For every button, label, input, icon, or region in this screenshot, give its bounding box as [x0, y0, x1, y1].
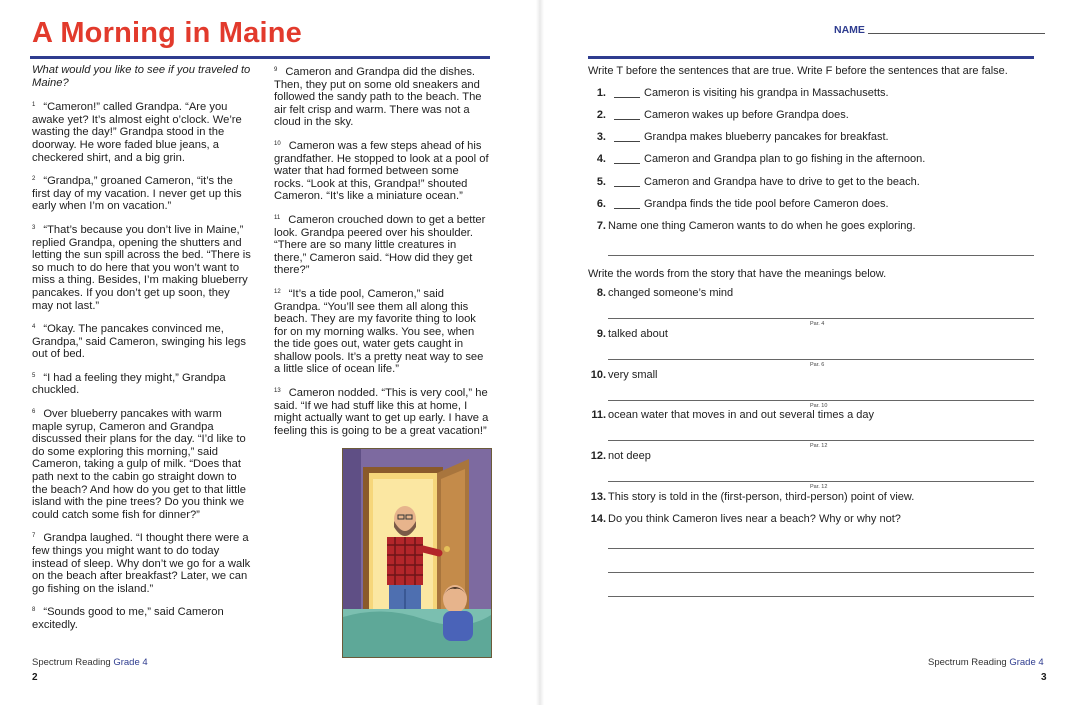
story-paragraph-4	[32, 321, 252, 361]
question-number: 9.	[596, 328, 606, 340]
paragraph-number: 10	[274, 140, 281, 147]
paragraph-number: 9	[274, 67, 278, 73]
question-number: 8.	[596, 287, 606, 299]
story-column-1	[32, 64, 252, 641]
paragraph-number: 2	[32, 176, 36, 183]
paragraph-text: Cameron was a few steps ahead of his grandfather. He stopped to look at a pool of water that had formed between some rocks. “Look at this, Grandpa!” shouted Cameron. “It’s like a miniature ocean.”	[274, 139, 489, 203]
name-line[interactable]	[868, 33, 1045, 34]
answer-line-8[interactable]	[608, 318, 1034, 319]
paragraph-text: Cameron crouched down to get a better look. Grandpa peered over his shoulder. “There are so many little creatures in there,” Cameron said. “How did they get there?”	[274, 213, 486, 277]
answer-line-9[interactable]	[608, 359, 1034, 360]
question-text: This story is told in the (first-person, third-person) point of view.	[608, 491, 915, 503]
paragraph-text: “That’s because you don’t live in Maine,” replied Grandpa, opening the shutters and letting the sun spill across the bed. “There is so much to do here that you won’t want to miss a thing. Besides, I’m making blueberry pancakes. If you don’t get up soon, they may not last.”	[32, 223, 251, 312]
question-number: 5.	[596, 176, 606, 188]
answer-line-12[interactable]	[608, 481, 1034, 482]
answer-line-14c[interactable]	[608, 596, 1034, 597]
question-number: 2.	[596, 109, 606, 121]
paragraph-number: 1	[32, 102, 36, 109]
book-gutter	[536, 0, 544, 705]
paragraph-number: 6	[32, 409, 36, 416]
paragraph-text: Cameron nodded. “This is very cool,” he said. “If we had stuff like this at home, I might actually want to get up early. I have a feeling this is going to be a great vacation!”	[274, 387, 489, 437]
answer-line-7[interactable]	[608, 255, 1034, 256]
question-number: 6.	[596, 198, 606, 210]
question-number: 4.	[596, 153, 606, 165]
question-text: Grandpa makes blueberry pancakes for breakfast.	[644, 131, 889, 143]
story-paragraph-7	[32, 530, 252, 595]
page-number: 2	[32, 672, 38, 683]
brand-name: Spectrum Reading	[32, 657, 111, 668]
brand-name: Spectrum Reading	[928, 657, 1007, 668]
page-number: 3	[1041, 672, 1047, 683]
paragraph-reference: Par. 10	[810, 403, 828, 409]
answer-line-14b[interactable]	[608, 572, 1034, 573]
question-number: 14.	[590, 513, 606, 525]
grandpa-doorway-illustration	[343, 449, 491, 657]
brand-grade: Grade 4	[1009, 657, 1044, 668]
question-number: 7.	[596, 220, 606, 232]
question-number: 11.	[591, 409, 606, 421]
question-text: Cameron and Grandpa plan to go fishing in the afternoon.	[644, 153, 926, 165]
story-paragraph-8	[32, 604, 252, 631]
answer-blank[interactable]	[614, 119, 640, 120]
paragraph-number: 12	[274, 288, 281, 295]
question-number: 13.	[590, 491, 606, 503]
footer-brand	[928, 657, 1044, 668]
story-paragraph-5	[32, 370, 252, 397]
answer-line-14a[interactable]	[608, 548, 1034, 549]
story-paragraph-11	[274, 212, 490, 277]
paragraph-reference: Par. 4	[810, 321, 825, 327]
paragraph-text: “Sounds good to me,” said Cameron excitedly.	[32, 606, 224, 631]
story-paragraph-2	[32, 173, 252, 213]
story-paragraph-1	[32, 99, 252, 164]
paragraph-reference: Par. 12	[810, 484, 828, 490]
name-label: NAME	[834, 24, 865, 36]
title-rule	[30, 56, 490, 59]
answer-blank[interactable]	[614, 141, 640, 142]
answer-line-11[interactable]	[608, 440, 1034, 441]
story-paragraph-6	[32, 406, 252, 521]
answer-blank[interactable]	[614, 97, 640, 98]
answer-blank[interactable]	[614, 163, 640, 164]
footer-brand	[32, 657, 148, 668]
paragraph-text: “It’s a tide pool, Cameron,” said Grandpa. “You’ll see them all along this beach. They are my favorite thing to look for on my morning walks. You see, when the tide goes out, water gets caught in shallow pools. It’s a pretty neat way to see a little slice of ocean life.”	[274, 287, 484, 376]
paragraph-number: 7	[32, 533, 36, 540]
question-text: Cameron is visiting his grandpa in Massachusetts.	[644, 87, 889, 99]
brand-grade: Grade 4	[113, 657, 148, 668]
paragraph-text: Over blueberry pancakes with warm maple syrup, Cameron and Grandpa discussed their plans for the day. “I’d like to do some exploring this morning,” said Cameron, taking a gulp of milk. “Does that path next to the cabin go straight down to the beach? And how do you get to that little island with the pine trees? Do you think we could catch some fish for dinner?”	[32, 408, 246, 521]
header-rule	[588, 56, 1034, 59]
story-paragraph-12	[274, 286, 490, 376]
paragraph-number: 4	[32, 324, 36, 331]
paragraph-number: 3	[32, 224, 36, 231]
story-prompt: What would you like to see if you traveled to Maine?	[32, 64, 251, 89]
paragraph-text: Cameron and Grandpa did the dishes. Then, they put on some old sneakers and followed the sandy path to the beach. The air felt crisp and warm. There was not a cloud in the sky.	[274, 66, 482, 129]
paragraph-reference: Par. 6	[810, 362, 825, 368]
question-text: not deep	[608, 450, 651, 462]
paragraph-number: 5	[32, 372, 36, 379]
story-paragraph-9	[274, 64, 490, 129]
question-text: ocean water that moves in and out several times a day	[608, 409, 874, 421]
question-text: talked about	[608, 328, 668, 340]
answer-blank[interactable]	[614, 208, 640, 209]
story-title: A Morning in Maine	[32, 17, 302, 49]
question-text: Name one thing Cameron wants to do when he goes exploring.	[608, 220, 916, 232]
question-number: 10.	[590, 369, 606, 381]
paragraph-text: “Cameron!” called Grandpa. “Are you awake yet? It’s almost eight o’clock. We’re wasting the day!” Grandpa stood in the doorway. He wore faded blue jeans, a checkered shirt, and a big grin.	[32, 101, 242, 164]
paragraph-text: “I had a feeling they might,” Grandpa chuckled.	[32, 371, 226, 397]
question-number: 12.	[590, 450, 606, 462]
story-paragraph-10	[274, 138, 490, 203]
question-number: 3.	[596, 131, 606, 143]
question-number: 1.	[596, 87, 606, 99]
story-illustration	[342, 448, 492, 658]
answer-line-10[interactable]	[608, 400, 1034, 401]
paragraph-number: 11	[274, 214, 281, 221]
paragraph-number: 13	[274, 388, 281, 395]
question-text: changed someone’s mind	[608, 287, 734, 299]
story-paragraph-13	[274, 385, 490, 437]
vocab-instructions: Write the words from the story that have the meanings below.	[588, 268, 887, 280]
paragraph-reference: Par. 12	[810, 443, 828, 449]
question-text: Cameron and Grandpa have to drive to get to the beach.	[644, 176, 920, 188]
question-text: Grandpa finds the tide pool before Cameron does.	[644, 198, 889, 210]
question-text: very small	[608, 369, 658, 381]
paragraph-text: “Grandpa,” groaned Cameron, “it’s the first day of my vacation. I never get up this early when I’m on vacation.”	[32, 175, 242, 213]
question-text: Do you think Cameron lives near a beach? Why or why not?	[608, 513, 901, 525]
tf-instructions: Write T before the sentences that are true. Write F before the sentences that are false.	[588, 65, 1008, 77]
paragraph-text: “Okay. The pancakes convinced me, Grandpa,” said Cameron, swinging his legs out of bed.	[32, 323, 246, 361]
question-text: Cameron wakes up before Grandpa does.	[644, 109, 849, 121]
story-paragraph-3	[32, 222, 252, 312]
story-column-2	[274, 64, 490, 446]
paragraph-text: Grandpa laughed. “I thought there were a few things you might want to do today instead of sleep. Why don’t we go for a walk on the beach after breakfast? Later, we can go fishing on the island.”	[32, 532, 251, 595]
paragraph-number: 8	[32, 607, 36, 614]
answer-blank[interactable]	[614, 186, 640, 187]
